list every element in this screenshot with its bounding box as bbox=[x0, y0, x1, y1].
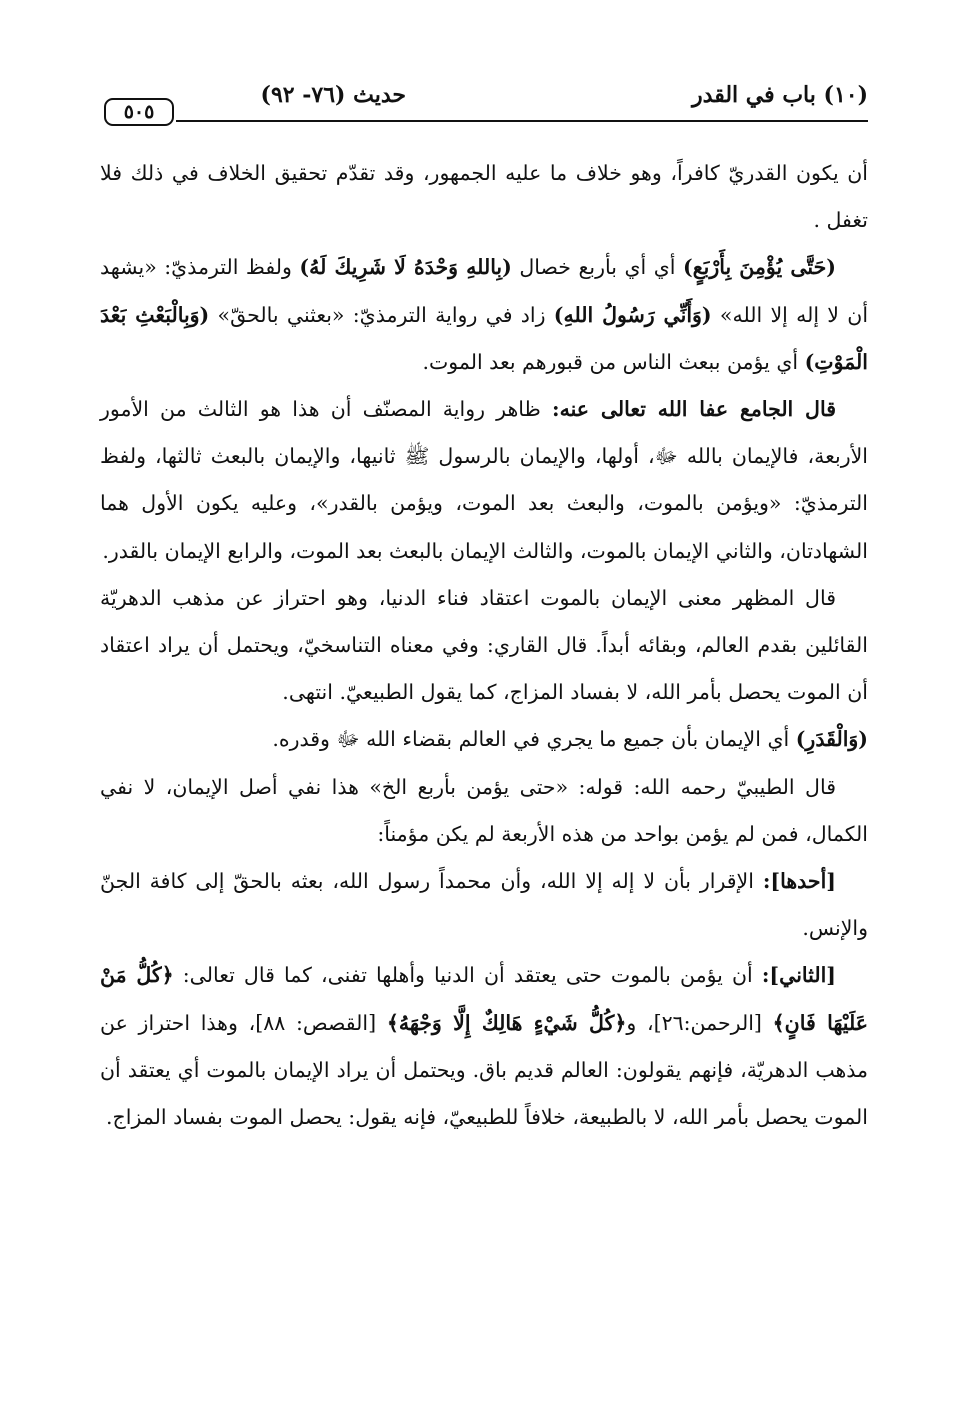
text-span: أي أي بأربع خصال bbox=[511, 255, 683, 280]
page-number: ٥٠٥ bbox=[123, 101, 155, 123]
paragraph bbox=[100, 716, 868, 763]
text-span: قال الطيبيّ رحمه الله: قوله: «حتى يؤمن بأربع الخ» هذا نفي أصل الإيمان، لا نفي الكمال، فمن لم يؤمن بواحد من هذه الأربعة لم يكن مؤمناً: bbox=[100, 774, 868, 846]
page-body bbox=[100, 150, 868, 1141]
bold-span: (حَتَّى يُؤْمِنَ بِأَرْبَعٍ) bbox=[683, 255, 836, 280]
bold-span: ﴿كُلُّ شَيْءٍ هَالِكٌ إِلَّا وَجْهَهُ﴾ bbox=[386, 1010, 627, 1035]
text-span: أي الإيمان بأن جميع ما يجري في العالم بقضاء الله ﷻ وقدره. bbox=[272, 727, 796, 752]
paragraph bbox=[100, 575, 868, 717]
text-span: الإقرار بأن لا إله إلا الله، وأن محمداً رسول الله، بعثه بالحقّ إلى كافة الجنّ والإنس. bbox=[100, 869, 868, 941]
text-span: أن يكون القدريّ كافراً، وهو خلاف ما عليه الجمهور، وقد تقدّم تحقيق الخلاف في ذلك فلا تغفل . bbox=[100, 161, 868, 233]
bold-span: (وَبِالْبَعْثِ بَعْدَ الْمَوْتِ) bbox=[100, 302, 868, 374]
bold-span: (وَأَنِّي رَسُولُ اللهِ) bbox=[553, 302, 712, 327]
hadith-range: حديث (٧٦- ٩٢) bbox=[260, 82, 406, 108]
paragraph bbox=[100, 150, 868, 244]
text-span: قال المظهر معنى الإيمان بالموت اعتقاد فناء الدنيا، وهو احتراز عن مذهب الدهريّة القائلين بقدم العالم، وبقائه أبداً. قال القاري: وفي معناه التناسخيّ، ويحتمل أن يراد اعتقاد أن الموت يحصل بأمر الله، لا بفساد المزاج، كما يقول الطبيعيّ. انتهى. bbox=[100, 585, 868, 705]
text-span: ولفظ الترمذيّ: «يشهد أن لا إله إلا الله» bbox=[100, 255, 869, 327]
text-span: [الرحمن:٢٦]، و bbox=[626, 1010, 773, 1035]
text-span: زاد في رواية الترمذيّ: «بعثني بالحقّ» bbox=[209, 302, 554, 327]
text-span: أي يؤمن ببعث الناس من قبورهم بعد الموت. bbox=[422, 349, 805, 374]
page-number-box bbox=[104, 98, 174, 126]
header-rule bbox=[176, 120, 868, 122]
text-span: ظاهر رواية المصنّف أن هذا هو الثالث من الأمور الأربعة، فالإيمان بالله ﷻ، أولها، والإيمان بالرسول ﷺ ثانيها، والإيمان بالبعث ثالثها، ولفظ الترمذيّ: «ويؤمن بالموت، والبعث بعد الموت، ويؤمن بالقدر»، وعليه يكون الأول هما الشهادتان، والثاني الإيمان بالموت، والثالث الإيمان بالبعث بعد الموت، والرابع الإيمان بالقدر. bbox=[100, 397, 868, 563]
text-span: أن يؤمن بالموت حتى يعتقد أن الدنيا وأهلها تفنى، كما قال تعالى: bbox=[173, 963, 762, 988]
bold-span: قال الجامع عفا الله تعالى عنه: bbox=[552, 397, 836, 422]
bold-span: (بِاللهِ وَحْدَهُ لَا شَرِيكَ لَهُ) bbox=[299, 255, 512, 280]
paragraph bbox=[100, 764, 868, 858]
bold-span: ﴿كُلُّ مَنْ عَلَيْهَا فَانٍ﴾ bbox=[100, 963, 868, 1035]
chapter-title: (١٠) باب في القدر bbox=[692, 82, 868, 108]
text-span: [القصص: ٨٨]، وهذا احتراز عن مذهب الدهريّة، فإنهم يقولون: العالم قديم باق. ويحتمل أن يراد الإيمان بالموت أي يعتقد أن الموت يحصل بأمر الله، لا بالطبيعة، خلافاً للطبيعيّ، فإنه يقول: يحصل الموت بفساد المزاج. bbox=[100, 1010, 868, 1130]
paragraph bbox=[100, 952, 868, 1141]
bold-span: [أحدها]: bbox=[762, 869, 836, 894]
bold-span: (وَالْقَدَرِ) bbox=[795, 727, 868, 752]
paragraph bbox=[100, 858, 868, 952]
paragraph bbox=[100, 386, 868, 575]
page-header bbox=[100, 80, 868, 126]
bold-span: [الثاني]: bbox=[761, 963, 836, 988]
paragraph bbox=[100, 244, 868, 386]
